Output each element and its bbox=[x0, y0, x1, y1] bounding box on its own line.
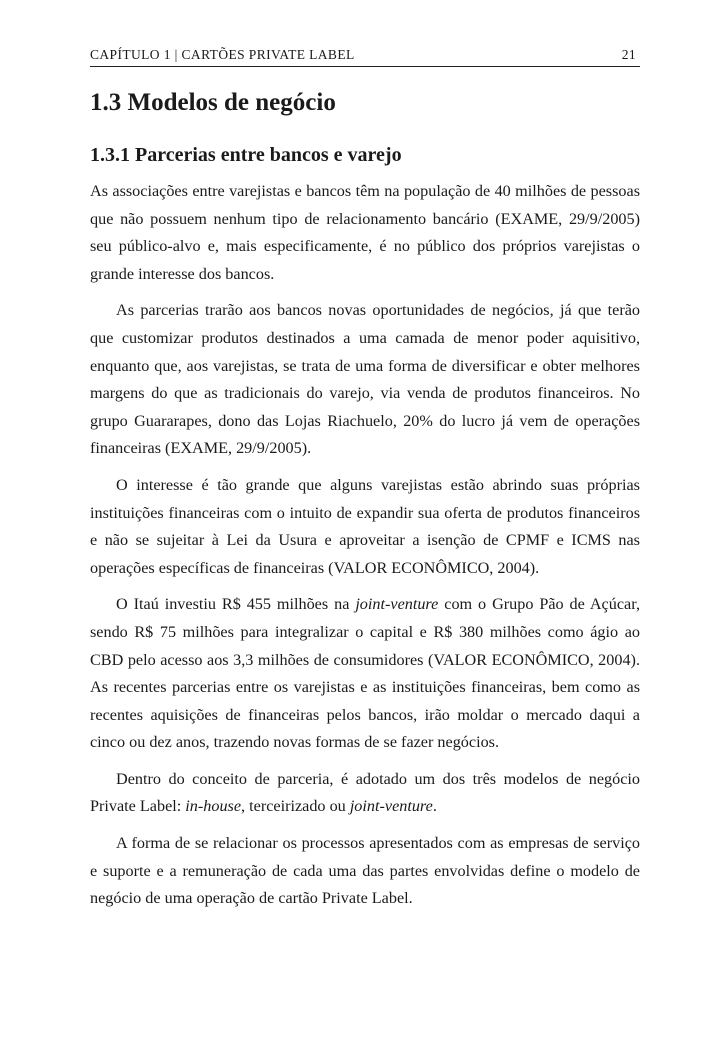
paragraph-5-italic-term-2: joint-venture bbox=[349, 797, 433, 816]
paragraph-5-italic-term-1: in-house bbox=[185, 797, 242, 816]
subsection-title: 1.3.1 Parcerias entre bancos e varejo bbox=[90, 144, 402, 166]
section-title: 1.3 Modelos de negócio bbox=[90, 89, 336, 116]
paragraph-4-text-end: com o Grupo Pão de Açúcar, sendo R$ 75 milhões para integralizar o capital e R$ 380 milhões como ágio ao CBD pelo acesso aos 3,3 milhões de consumidores (VALOR ECONÔMICO, 2004). As recentes parcerias entre os varejistas e as instituições financeiras, bem como as recentes aquisições de financeiras pelos bancos, irão moldar o mercado daqui a cinco ou dez anos, trazendo novas formas de se fazer negócios. bbox=[90, 595, 640, 752]
paragraph-4-text-start: O Itaú investiu R$ 455 milhões na bbox=[116, 595, 356, 614]
paragraph-4-italic-term: joint-venture bbox=[355, 595, 439, 614]
paragraph-5-text-start: Dentro do conceito de parceria, é adotado um dos três modelos de negócio Private Label: bbox=[90, 769, 640, 816]
paragraph-3: O interesse é tão grande que alguns varejistas estão abrindo suas próprias instituições financeiras com o intuito de expandir sua oferta de produtos financeiros e não se sujeitar à Lei da Usura e aproveitar a isenção de CPMF e ICMS nas operações específicas de financeiras (VALOR ECONÔMICO, 2004). bbox=[90, 475, 640, 577]
paragraph-5-text-end: . bbox=[432, 797, 437, 816]
paragraph-5 bbox=[90, 766, 640, 821]
body-text bbox=[90, 178, 640, 922]
paragraph-2: As parcerias trarão aos bancos novas oportunidades de negócios, já que terão que customizar produtos destinados a uma camada de menor poder aquisitivo, enquanto que, aos varejistas, se trata de uma forma de diversificar e obter melhores margens do que as tradicionais do varejo, via venda de produtos financeiros. No grupo Guararapes, dono das Lojas Riachuelo, 20% do lucro já vem de operações financeiras (EXAME, 29/9/2005). bbox=[90, 301, 640, 458]
paragraph-4 bbox=[90, 591, 640, 757]
paragraph-1: As associações entre varejistas e bancos têm na população de 40 milhões de pessoas que não possuem nenhum tipo de relacionamento bancário (EXAME, 29/9/2005) seu público-alvo e, mais especificamente, é no público dos próprios varejistas o grande interesse dos bancos. bbox=[90, 182, 640, 283]
page-number: 21 bbox=[621, 47, 636, 62]
running-header bbox=[90, 44, 640, 67]
chapter-title: CAPÍTULO 1 | CARTÕES PRIVATE LABEL bbox=[90, 47, 355, 62]
paragraph-6: A forma de se relacionar os processos apresentados com as empresas de serviço e suporte e a remuneração de cada uma das partes envolvidas define o modelo de negócio de uma operação de cartão Private Label. bbox=[90, 834, 640, 908]
paragraph-5-text-middle: , terceirizado ou bbox=[241, 797, 350, 816]
